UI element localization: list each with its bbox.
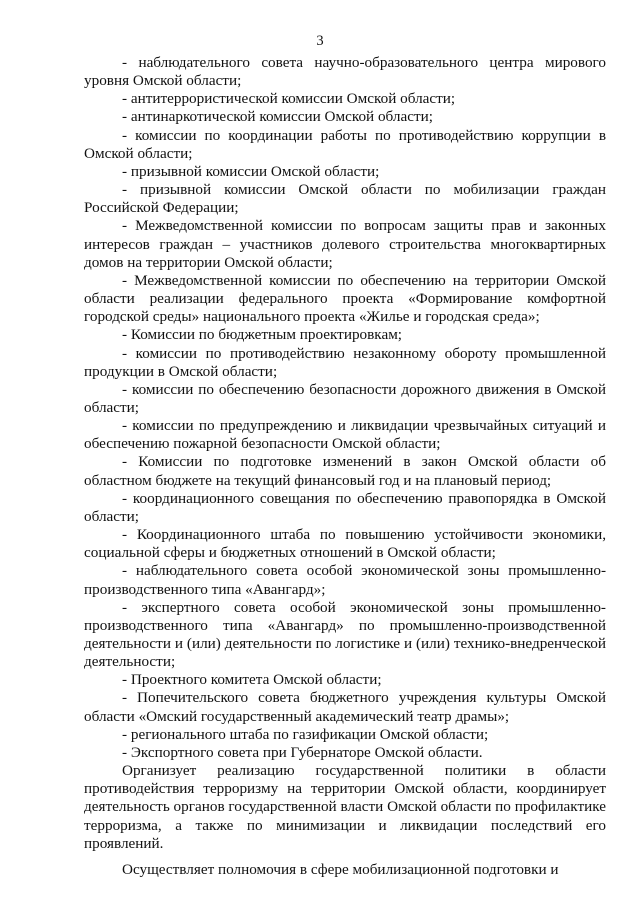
list-item: - Межведомственной комиссии по вопросам защиты прав и законных интересов граждан – участников долевого строительства многоквартирных домов на территории Омской области; <box>84 217 606 271</box>
document-body <box>84 54 606 879</box>
list-item: - Попечительского совета бюджетного учреждения культуры Омской области «Омский государственный академический театр драмы»; <box>84 689 606 725</box>
list-item: - координационного совещания по обеспечению правопорядка в Омской области; <box>84 489 606 525</box>
list-item: - призывной комиссии Омской области; <box>122 162 380 180</box>
list-item: - Проектного комитета Омской области; <box>122 671 382 689</box>
list-item: - экспертного совета особой экономической зоны промышленно-производственного типа «Авангард» по промышленно-производственной деятельности и (или) деятельности по логистике и (или) технико-внедренческой деятельности; <box>84 598 606 671</box>
list-item: - комиссии по предупреждению и ликвидации чрезвычайных ситуаций и обеспечению пожарной безопасности Омской области; <box>84 417 606 453</box>
paragraph-gap <box>84 853 606 861</box>
list-item: - регионального штаба по газификации Омской области; <box>122 725 489 743</box>
list-item: - Межведомственной комиссии по обеспечению на территории Омской области реализации федерального проекта «Формирование комфортной городской среды» национального проекта «Жилье и городская среда»; <box>84 271 606 326</box>
list-item: - комиссии по координации работы по противодействию коррупции в Омской области; <box>84 126 606 162</box>
list-item: - комиссии по противодействию незаконному обороту промышленной продукции в Омской области; <box>84 344 606 380</box>
list-item: - комиссии по обеспечению безопасности дорожного движения в Омской области; <box>84 380 606 416</box>
list-item: - наблюдательного совета научно-образовательного центра мирового уровня Омской области; <box>84 54 606 90</box>
body-paragraph: Осуществляет полномочия в сфере мобилизационной подготовки и <box>122 860 559 878</box>
list-item: - Экспортного совета при Губернаторе Омской области. <box>122 743 483 761</box>
page-number: 3 <box>316 33 324 49</box>
list-item: - антинаркотической комиссии Омской области; <box>122 108 433 126</box>
list-item: - призывной комиссии Омской области по мобилизации граждан Российской Федерации; <box>84 181 606 217</box>
list-item: - Комиссии по бюджетным проектировкам; <box>122 326 403 344</box>
list-item: - Координационного штаба по повышению устойчивости экономики, социальной сферы и бюджетных отношений в Омской области; <box>84 526 606 562</box>
list-item: - Комиссии по подготовке изменений в закон Омской области об областном бюджете на текущий финансовый год и на плановый период; <box>84 453 606 489</box>
list-item: - антитеррористической комиссии Омской области; <box>122 90 456 108</box>
list-item: - наблюдательного совета особой экономической зоны промышленно-производственного типа «Авангард»; <box>84 562 606 598</box>
body-paragraph: Организует реализацию государственной политики в области противодействия терроризму на территории Омской области, координирует деятельность органов государственной власти Омской области по профилактике терроризма, а также по минимизации и ликвидации последствий его проявлений. <box>84 762 606 852</box>
